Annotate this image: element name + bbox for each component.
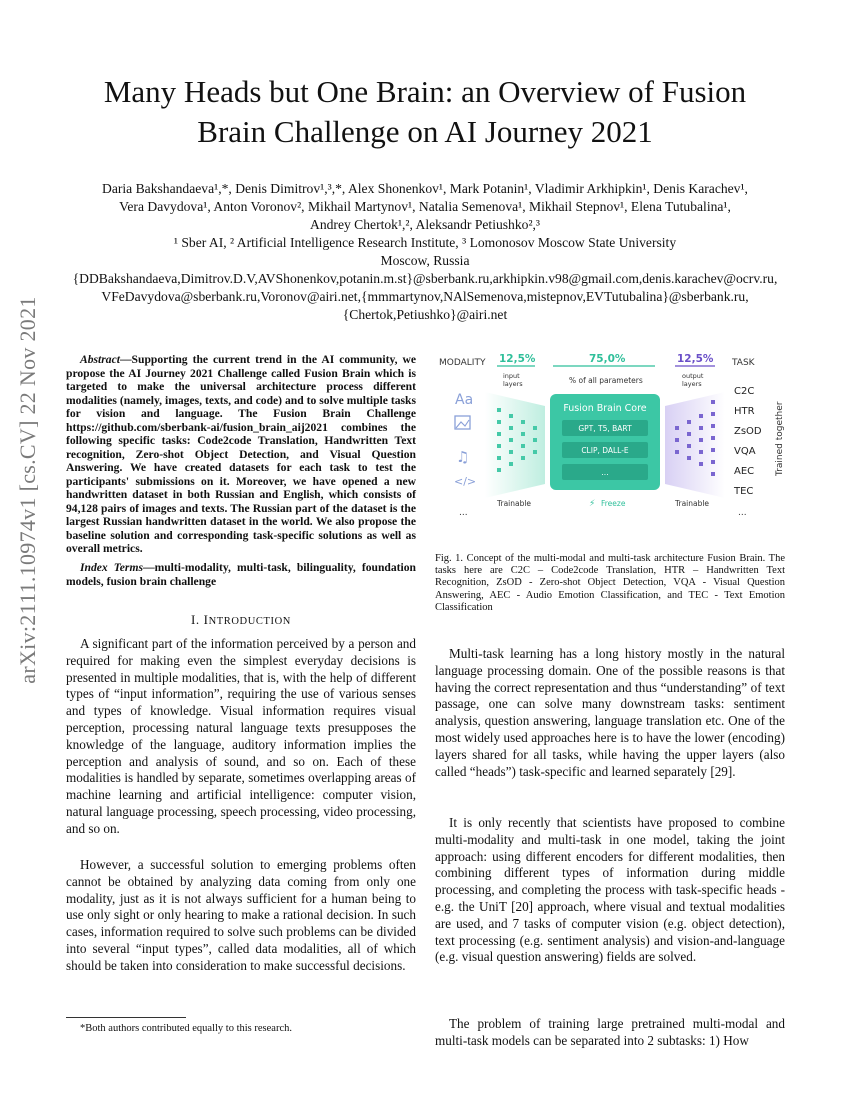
location: Moscow, Russia (380, 253, 470, 268)
task-more: ... (738, 508, 747, 518)
figure-caption: Fig. 1. Concept of the multi-modal and multi-task architecture Fusion Brain. The tasks here are C2C – Code2code Translation, HTR – Handwritten Text Recognition, ZsOD - Zero-shot Object Detection, VQA - Visual Question Answering, AEC - Audio Emotion Classification, and TEC - Text Emotion Classification (435, 553, 785, 613)
title-line-1: Many Heads but One Brain: an Overview of Fusion (103, 74, 747, 109)
abstract-label: Abstract (80, 353, 120, 366)
footnote-rule (66, 1017, 186, 1018)
section-title-rest: NTRODUCTION (208, 616, 291, 627)
pct-core: 75,0% (589, 353, 626, 365)
abstract-text: —Supporting the current trend in the AI community, we propose the AI Journey 2021 Challenge called Fusion Brain which is targeted to make the universal architecture process different modalities (namely, images, texts, and code) and to solve multiple tasks for vision and language. The Fusion Brain Challenge https://github.com/sberbank-ai/fusion_brain_aij2021 combines the following specific tasks: Code2code Translation, Handwritten Text recognition, Zero-shot Object Detection, and Visual Question Answering. We have created datasets for each task to test the participants' submissions on it. Moreover, we have opened a new handwritten dataset in both Russian and English, which consists of 94,128 pairs of images and texts. The Russian part of the dataset is the largest Russian handwritten dataset in the world. We also propose the baseline solution and corresponding task-specific solutions as well as overall metrics. (66, 353, 416, 555)
core-model-3: ... (601, 468, 609, 477)
figure-fusion-brain (435, 348, 790, 526)
task-aec: AEC (734, 466, 755, 477)
index-terms-text: —multi-modality, multi-task, bilinguality, foundation models, fusion brain challenge (66, 561, 416, 588)
code-icon: </> (454, 475, 477, 488)
paper-title (60, 72, 790, 152)
section-heading (66, 612, 416, 628)
task-tec: TEC (734, 486, 754, 497)
intro-paragraph-2: However, a successful solution to emerging problems often cannot be obtained by analyzing data coming from only one modality, just as it is not always sufficient for a human being to use only sight or only hearing to make a rational decision. In such cases, information required to solve such problems can be divided into several “input types”, called data modalities, all of which should be taken into consideration to make successful decisions. (66, 857, 416, 973)
index-terms (66, 561, 416, 588)
authors-line-2: Vera Davydova¹, Anton Voronov², Mikhail Martynov¹, Natalia Semenova¹, Mikhail Stepnov¹, Elena Tutubalina¹, (119, 199, 731, 214)
task-label: TASK (732, 358, 755, 368)
section-title-first: I (203, 612, 209, 627)
emails-line-3: {Chertok,Petiushko}@airi.net (342, 307, 508, 322)
emails-line-2: VFeDavydova@sberbank.ru,Voronov@airi.net,{mmmartynov,NAlSemenova,mistepnov,EVTutubalina}@sberbank.ru, (101, 289, 749, 304)
modality-more: ... (459, 508, 468, 518)
trainable-left: Trainable (497, 499, 532, 508)
task-zsod: ZsOD (734, 426, 762, 437)
modality-label: MODALITY (439, 358, 486, 368)
intro-paragraph-1: A significant part of the information perceived by a person and required for making even the simplest everyday decisions is presented in multiple modalities, that is, with the help of different types of “input information”, requiring the use of various senses and types of knowledge. Visual information requires visual perception, processing natural language texts presupposes the knowledge of the language, auditory information implies the perception and analysis of sound, and so on. Each of these modalities is handled by separate, sometimes overlapping areas of machine learning and artificial intelligence: computer vision, natural language processing, speech processing, video processing, and so on. (66, 636, 416, 836)
title-line-2: Brain Challenge on AI Journey 2021 (197, 114, 653, 149)
image-icon-mountain (456, 420, 469, 428)
right-paragraph-1: Multi-task learning has a long history mostly in the natural language processing domain. One of the possible reasons is that having the correct representation and thus “understanding” of text passage, one can solve many downstream tasks: sentiment analysis, question answering, language translation etc. One of the most widely used approaches here is to have the lower (encoding) layers shared for all tasks, while having the upper layers (also called “heads”) task-specific and learned separately [29]. (435, 646, 785, 779)
core-params-label: % of all parameters (569, 376, 643, 385)
input-layers-2: layers (503, 380, 523, 388)
input-funnel (485, 392, 545, 498)
output-funnel (665, 392, 725, 498)
core-model-2: CLIP, DALL-E (581, 446, 629, 455)
right-paragraph-3: The problem of training large pretrained multi-modal and multi-task models can be separated into 2 subtasks: 1) How (435, 1016, 785, 1048)
emails-line-1: {DDBakshandaeva,Dimitrov.D.V,AVShonenkov,potanin.m.st}@sberbank.ru,arkhipkin.v98@gmail.com,denis.karachev@ocrv.ru, (72, 271, 778, 286)
trainable-right: Trainable (675, 499, 710, 508)
freeze-label: Freeze (601, 499, 626, 508)
task-c2c: C2C (734, 386, 755, 397)
input-layers-1: input (503, 372, 520, 380)
lightning-icon: ⚡ (589, 499, 596, 509)
text-icon: Aa (455, 392, 474, 408)
abstract (66, 353, 416, 556)
trained-together: Trained together (775, 401, 785, 476)
core-model-1: GPT, T5, BART (578, 424, 632, 433)
author-block (50, 180, 800, 324)
task-vqa: VQA (734, 446, 756, 457)
right-paragraph-2: It is only recently that scientists have proposed to combine multi-modality and multi-task in one model, taking the joint approach: using different encoders for different modalities, then combining different types of information during middle processing, and completing the process with task-specific heads - e.g. the UniT [20] approach, where visual and textual modalities are used, and 7 tasks of computer vision (e.g. object detection), text processing (e.g. sentiment analysis) and vision-and-language (e.g. visual question answering) fields are solved. (435, 815, 785, 965)
arxiv-stamp-text: arXiv:2111.10974v1 [cs.CV] 22 Nov 2021 (15, 296, 40, 684)
pct-input: 12,5% (499, 353, 536, 365)
authors-line-1: Daria Bakshandaeva¹,*, Denis Dimitrov¹,³,*, Alex Shonenkov¹, Mark Potanin¹, Vladimir Arkhipkin¹, Denis Karachev¹, (102, 181, 748, 196)
output-layers-1: output (682, 372, 704, 380)
footnote: *Both authors contributed equally to this research. (80, 1023, 292, 1034)
authors-line-3: Andrey Chertok¹,², Aleksandr Petiushko²,³ (310, 217, 540, 232)
pct-output: 12,5% (677, 353, 714, 365)
output-layers-2: layers (682, 380, 702, 388)
audio-icon: ♫ (456, 448, 470, 466)
section-number: I. (190, 612, 200, 627)
core-title: Fusion Brain Core (563, 403, 647, 414)
arxiv-stamp (8, 290, 48, 690)
index-terms-label: Index Terms (80, 561, 143, 574)
task-htr: HTR (734, 406, 755, 417)
affiliations: ¹ Sber AI, ² Artificial Intelligence Research Institute, ³ Lomonosov Moscow State University (173, 235, 677, 250)
